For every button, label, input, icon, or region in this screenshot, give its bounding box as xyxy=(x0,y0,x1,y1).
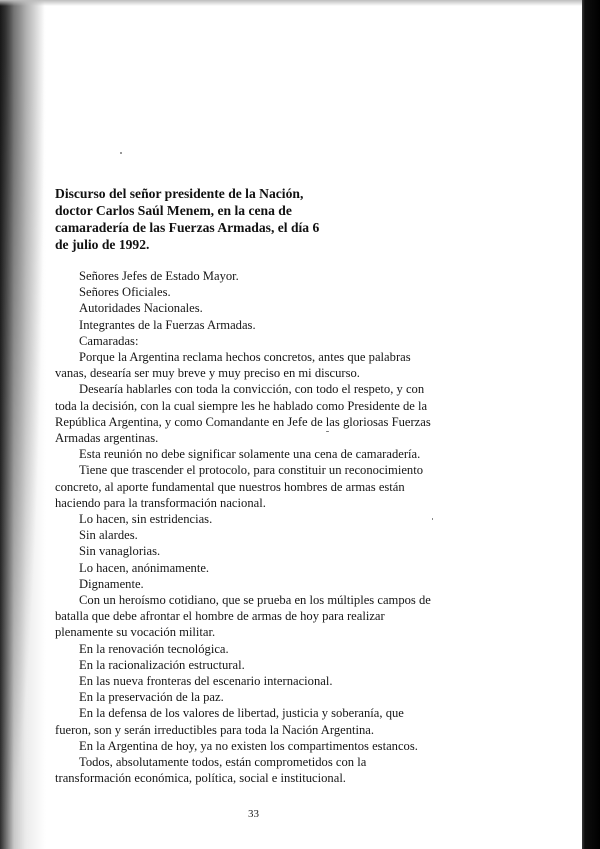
top-shadow xyxy=(0,0,600,6)
text-line: Desearía hablarles con toda la convicción, con todo el respeto, y con xyxy=(79,382,425,397)
text-line: Sin vanaglorias. xyxy=(79,544,161,559)
text-line: Tiene que trascender el protocolo, para constituir un reconocimiento xyxy=(79,463,424,478)
text-line: Con un heroísmo cotidiano, que se prueba en los múltiples campos de xyxy=(79,593,431,608)
text-line: Todos, absolutamente todos, están comprometidos con la xyxy=(79,755,367,770)
text-line: En la preservación de la paz. xyxy=(79,690,224,705)
text-line: Armadas argentinas. xyxy=(55,431,159,446)
speech-title xyxy=(55,185,355,253)
text-line: En las nueva fronteras del escenario internacional. xyxy=(79,674,333,689)
text-line: Esta reunión no debe significar solamente una cena de camaradería. xyxy=(79,447,421,462)
text-line: batalla que debe afrontar el hombre de armas de hoy para realizar xyxy=(55,609,385,624)
text-line: Lo hacen, anónimamente. xyxy=(79,560,210,575)
text-line: Señores Jefes de Estado Mayor. xyxy=(79,269,239,283)
title-line: doctor Carlos Saúl Menem, en la cena de xyxy=(55,203,292,218)
text-line: En la racionalización estructural. xyxy=(79,657,245,672)
page-number: 33 xyxy=(248,808,259,820)
text-line: concreto, al aporte fundamental que nuestros hombres de armas están xyxy=(55,479,405,494)
text-line: En la Argentina de hoy, ya no existen los compartimentos estancos. xyxy=(79,738,418,753)
title-line: camaradería de las Fuerzas Armadas, el día 6 xyxy=(55,220,320,235)
text-line: transformación económica, política, social e institucional. xyxy=(55,771,346,786)
text-line: Camaradas: xyxy=(79,333,139,348)
text-line: Integrantes de la Fuerzas Armadas. xyxy=(79,317,256,332)
text-line: haciendo para la transformación nacional. xyxy=(55,495,266,510)
text-line: En la defensa de los valores de libertad, justicia y soberanía, que xyxy=(79,706,404,721)
speech-body xyxy=(55,268,465,787)
scanner-border xyxy=(582,0,600,849)
text-line: República Argentina, y como Comandante en Jefe de las gloriosas Fuerzas xyxy=(55,414,431,429)
text-line: Dignamente. xyxy=(79,576,144,591)
text-line: Lo hacen, sin estridencias. xyxy=(79,512,213,527)
text-line: Autoridades Nacionales. xyxy=(79,301,203,316)
text-line: toda la decisión, con la cual siempre les he hablado como Presidente de la xyxy=(55,398,428,413)
text-line: Sin alardes. xyxy=(79,528,138,543)
text-line: plenamente su vocación militar. xyxy=(55,625,216,640)
text-line: Señores Oficiales. xyxy=(79,285,171,300)
text-line: Porque la Argentina reclama hechos concretos, antes que palabras xyxy=(79,350,411,365)
binding-shadow xyxy=(0,0,46,849)
text-line: En la renovación tecnológica. xyxy=(79,641,229,656)
title-line: Discurso del señor presidente de la Nación, xyxy=(55,186,304,201)
scan-speck xyxy=(120,152,122,154)
text-line: vanas, desearía ser muy breve y muy preciso en mi discurso. xyxy=(55,366,360,381)
title-line: de julio de 1992. xyxy=(55,237,150,252)
text-line: fueron, son y serán irreductibles para toda la Nación Argentina. xyxy=(55,722,375,737)
